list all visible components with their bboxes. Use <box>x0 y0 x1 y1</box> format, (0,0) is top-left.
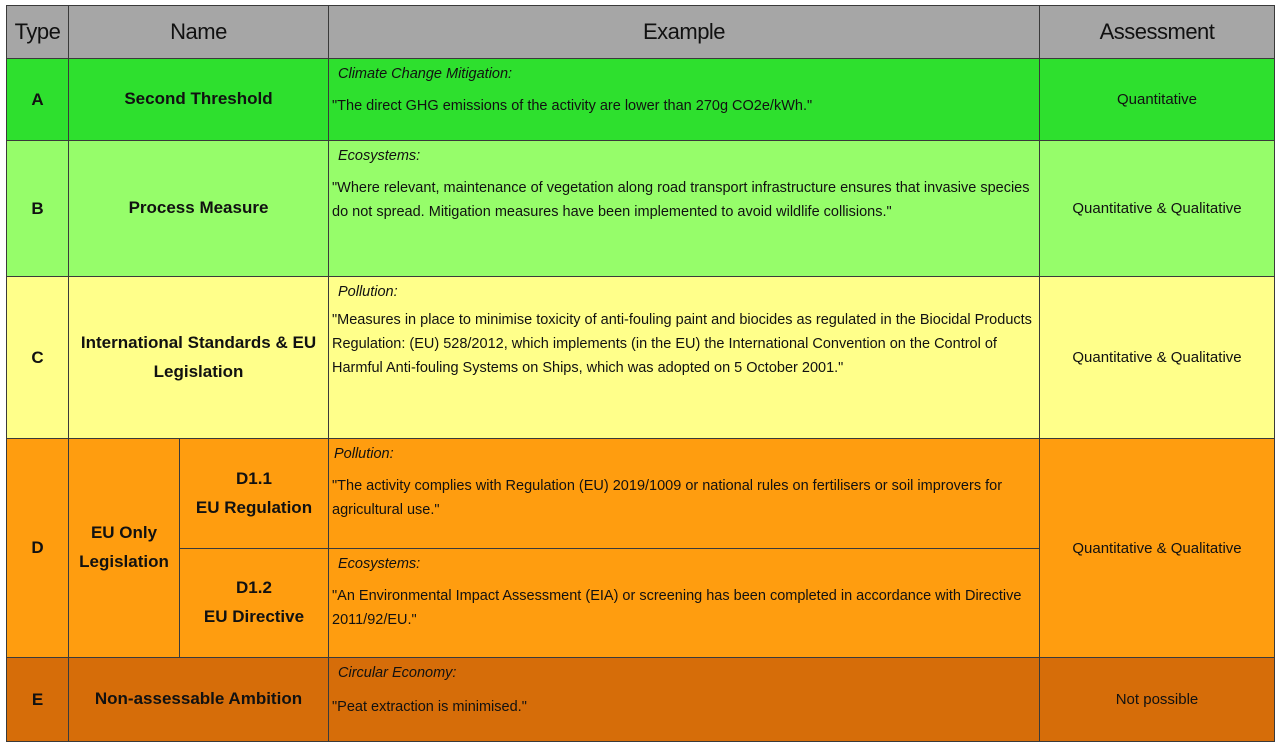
subtype-cell-d2 <box>180 549 329 658</box>
example-cell <box>329 658 1040 742</box>
subtype-label: EU Regulation <box>195 497 313 517</box>
type-cell: D <box>7 439 69 658</box>
example-category: Ecosystems: <box>338 556 421 572</box>
example-quote: "Measures in place to minimise toxicity of anti-fouling paint and biocides as regulated in the Biocidal Products Regulation: (EU) 528/2012, which implements (in the EU) the International Convention on the Control of Harmful Anti-fouling Systems on Ships, which was adopted on 5 October 2001." <box>332 311 1032 376</box>
header-assessment: Assessment <box>1040 6 1275 59</box>
table-row-c <box>7 277 1275 439</box>
example-cell <box>329 277 1040 439</box>
example-cell <box>329 439 1040 549</box>
name-cell: Process Measure <box>69 141 329 277</box>
name-cell: Non-assessable Ambition <box>69 658 329 742</box>
name-cell: Second Threshold <box>69 59 329 141</box>
type-cell: C <box>7 277 69 439</box>
header-row <box>7 6 1275 59</box>
assessment-cell: Quantitative & Qualitative <box>1040 141 1275 277</box>
type-cell: B <box>7 141 69 277</box>
taxonomy-criteria-table <box>6 5 1275 742</box>
example-cell <box>329 141 1040 277</box>
table-row-a <box>7 59 1275 141</box>
assessment-cell: Not possible <box>1040 658 1275 742</box>
example-quote: "Peat extraction is minimised." <box>332 698 527 715</box>
assessment-cell: Quantitative & Qualitative <box>1040 439 1275 658</box>
header-name: Name <box>69 6 329 59</box>
example-cell <box>329 59 1040 141</box>
example-category: Pollution: <box>334 446 394 462</box>
subtype-code: D1.2 <box>236 578 272 598</box>
example-category: Ecosystems: <box>338 148 421 164</box>
example-quote: "The direct GHG emissions of the activity are lower than 270g CO2e/kWh." <box>332 97 813 114</box>
name-cell: International Standards & EU Legislation <box>69 277 329 439</box>
example-category: Circular Economy: <box>338 665 457 681</box>
name-cell <box>69 439 180 658</box>
subtype-code: D1.1 <box>236 468 272 488</box>
name-text: EU Only Legislation <box>79 523 169 571</box>
example-quote: "Where relevant, maintenance of vegetation along road transport infrastructure ensures that invasive species do not spread. Mitigation measures have been implemented to avoid wildlife collisions." <box>332 179 1030 220</box>
example-category: Climate Change Mitigation: <box>338 66 513 82</box>
example-quote: "An Environmental Impact Assessment (EIA) or screening has been completed in accordance with Directive 2011/92/EU." <box>332 587 1022 628</box>
subtype-label: EU Directive <box>203 607 305 626</box>
assessment-cell: Quantitative <box>1040 59 1275 141</box>
type-cell: A <box>7 59 69 141</box>
assessment-cell: Quantitative & Qualitative <box>1040 277 1275 439</box>
table-row-d1 <box>7 439 1275 549</box>
example-quote: "The activity complies with Regulation (EU) 2019/1009 or national rules on fertilisers or soil improvers for agricultural use." <box>332 477 1003 518</box>
table-row-b <box>7 141 1275 277</box>
table-row-e <box>7 658 1275 742</box>
subtype-cell-d1 <box>180 439 329 549</box>
type-cell: E <box>7 658 69 742</box>
example-category: Pollution: <box>338 284 398 300</box>
header-type: Type <box>7 6 69 59</box>
header-example: Example <box>329 6 1040 59</box>
example-cell <box>329 549 1040 658</box>
